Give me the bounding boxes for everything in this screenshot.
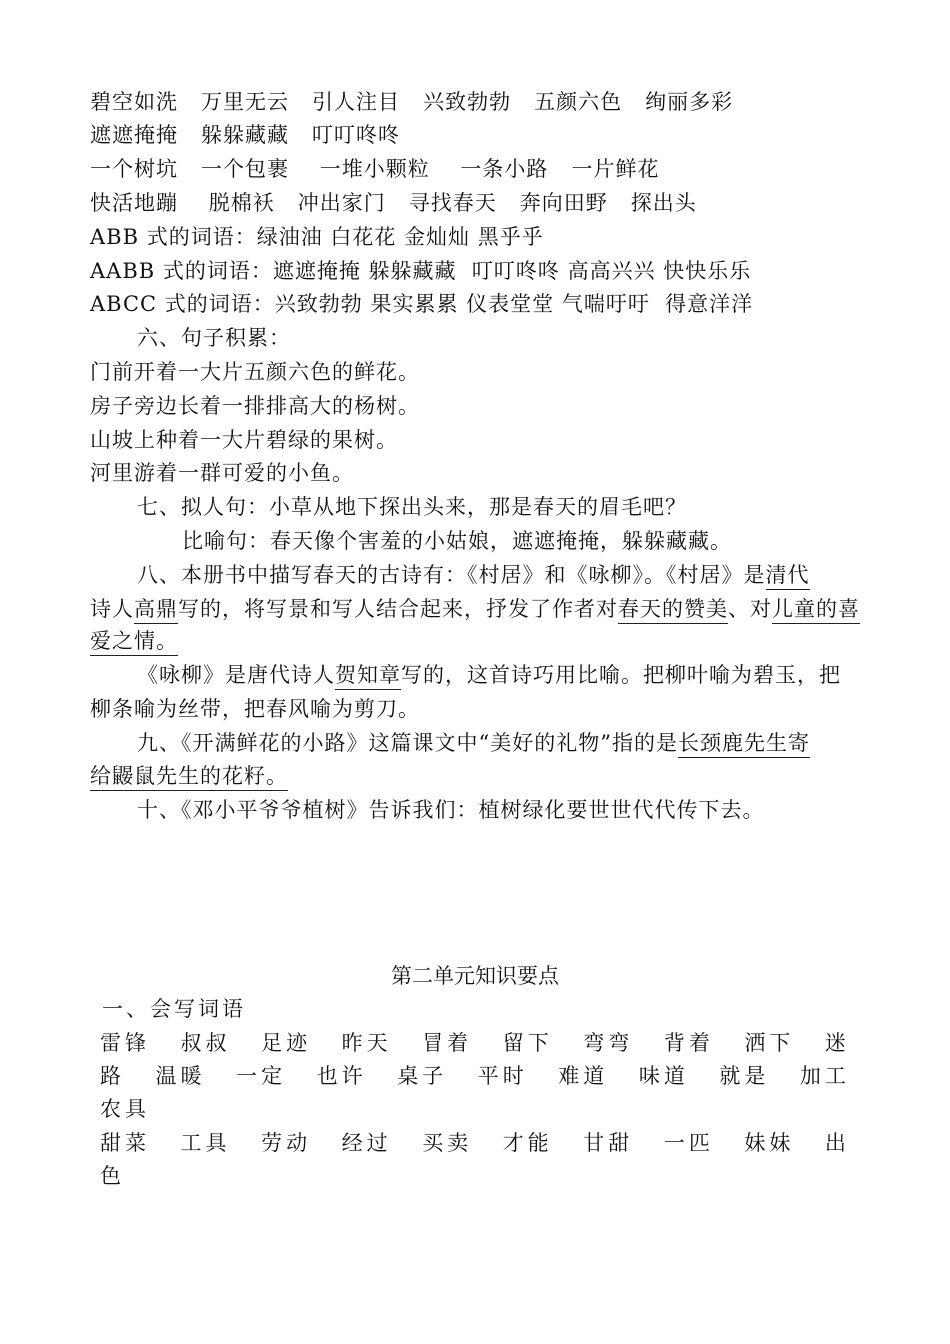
- word-item: 留下: [502, 1031, 553, 1055]
- word-item: 买卖: [422, 1131, 473, 1155]
- s8-text-e: 写的，将写景和写人结合起来，抒发了作者对: [178, 597, 618, 621]
- word-item: 迷: [824, 1031, 850, 1055]
- metaphor-sentence: 比喻句：春天像个害羞的小姑娘，遮遮掩掩，躲躲藏藏。: [182, 529, 732, 553]
- word-item: 经过: [341, 1131, 392, 1155]
- sentence-3: 山坡上种着一大片碧绿的果树。: [90, 428, 398, 452]
- sentence-1: 门前开着一大片五颜六色的鲜花。: [90, 360, 420, 384]
- word-list-row-3: [100, 1130, 850, 1156]
- s8-answer-love: 儿童的喜: [772, 597, 860, 624]
- s8-text-c: 诗人: [90, 597, 134, 621]
- word-item: 妹妹: [744, 1131, 795, 1155]
- s8-text-a: 八、本册书中描写春天的古诗有：《村居》和《咏柳》。《村居》是: [137, 563, 766, 587]
- word-item: 也许: [316, 1064, 367, 1088]
- word-item: 弯弯: [583, 1031, 634, 1055]
- section-nine-line-2: [90, 763, 288, 789]
- word-item: 味道: [638, 1064, 689, 1088]
- word-item: 足迹: [261, 1031, 312, 1055]
- word-item: 洒下: [744, 1031, 795, 1055]
- s8-answer-dynasty: 清代: [766, 563, 810, 590]
- word-row-2: 遮遮掩掩 躲躲藏藏 叮叮咚咚: [90, 123, 401, 147]
- word-row-4: 快活地蹦 脱棉袄 冲出家门 寻找春天 奔向田野 探出头: [90, 191, 697, 215]
- word-item: 平时: [477, 1064, 528, 1088]
- unit-two-subheading: 一、会写词语: [102, 997, 246, 1021]
- word-item: 一定: [236, 1064, 287, 1088]
- word-item: 甘甜: [583, 1131, 634, 1155]
- word-list-row-2: [100, 1063, 850, 1089]
- s8b-text-c: 写的，这首诗巧用比喻。把柳叶喻为碧玉，把: [401, 663, 841, 687]
- s9-answer-b: 给鼹鼠先生的花籽。: [90, 764, 288, 791]
- s8b-text-a: 《咏柳》是唐代诗人: [137, 663, 335, 687]
- word-row-1: 碧空如洗 万里无云 引人注目 兴致勃勃 五颜六色 绚丽多彩: [90, 90, 734, 114]
- s8b-answer-poet: 贺知章: [335, 663, 401, 690]
- word-item: 温暖: [155, 1064, 206, 1088]
- abcc-words: ABCC 式的词语：兴致勃勃 果实累累 仪表堂堂 气喘吁吁 得意洋洋: [90, 292, 754, 316]
- section-ten: 十、《邓小平爷爷植树》告诉我们：植树绿化要世世代代传下去。: [137, 798, 765, 822]
- s8-answer-love-cont: 爱之情。: [90, 629, 178, 656]
- yongliu-line-1: [137, 662, 841, 688]
- section-six-heading: 六、句子积累：: [137, 326, 291, 350]
- s8-answer-poet: 高鼎: [134, 597, 178, 624]
- personification-sentence: 七、拟人句：小草从地下探出头来，那是春天的眉毛吧？: [137, 495, 687, 519]
- word-item: 出: [824, 1131, 850, 1155]
- sentence-2: 房子旁边长着一排排高大的杨树。: [90, 394, 420, 418]
- sentence-4: 河里游着一群可爱的小鱼。: [90, 461, 354, 485]
- word-item: 路: [100, 1064, 125, 1088]
- word-item: 劳动: [261, 1131, 312, 1155]
- s9-answer-a: 长颈鹿先生寄: [678, 731, 810, 758]
- word-item: 桌子: [397, 1064, 448, 1088]
- word-item: 加工: [799, 1064, 850, 1088]
- aabb-words: AABB 式的词语：遮遮掩掩 躲躲藏藏 叮叮咚咚 高高兴兴 快快乐乐: [90, 259, 752, 283]
- word-item: 昨天: [341, 1031, 392, 1055]
- section-eight-line-2: [90, 596, 860, 622]
- word-list-row-3-wrap: 色: [100, 1164, 122, 1188]
- word-item: 冒着: [422, 1031, 473, 1055]
- word-item: 工具: [180, 1131, 231, 1155]
- word-item: 一匹: [663, 1131, 714, 1155]
- word-list-row-1: [100, 1030, 850, 1056]
- unit-two-title: 第二单元知识要点: [391, 964, 559, 988]
- word-item: 才能: [502, 1131, 553, 1155]
- section-eight-line-3: [90, 628, 178, 654]
- word-row-3: 一个树坑 一个包裹 一堆小颗粒 一条小路 一片鲜花: [90, 157, 660, 181]
- s8-text-g: 、对: [728, 597, 772, 621]
- section-nine-line-1: [137, 730, 810, 756]
- word-item: 就是: [719, 1064, 770, 1088]
- s9-text-a: 九、《开满鲜花的小路》这篇课文中“美好的礼物”指的是: [137, 731, 678, 755]
- word-list-row-2-wrap: 农具: [100, 1097, 150, 1121]
- s8-answer-praise: 春天的赞美: [618, 597, 728, 624]
- abb-words: ABB 式的词语：绿油油 白花花 金灿灿 黑乎乎: [90, 225, 544, 249]
- word-item: 甜菜: [100, 1131, 150, 1155]
- yongliu-line-2: 柳条喻为丝带，把春风喻为剪刀。: [90, 697, 420, 721]
- word-item: 难道: [558, 1064, 609, 1088]
- word-item: 背着: [663, 1031, 714, 1055]
- word-item: 雷锋: [100, 1031, 150, 1055]
- word-item: 叔叔: [180, 1031, 231, 1055]
- section-eight-line-1: [137, 562, 810, 588]
